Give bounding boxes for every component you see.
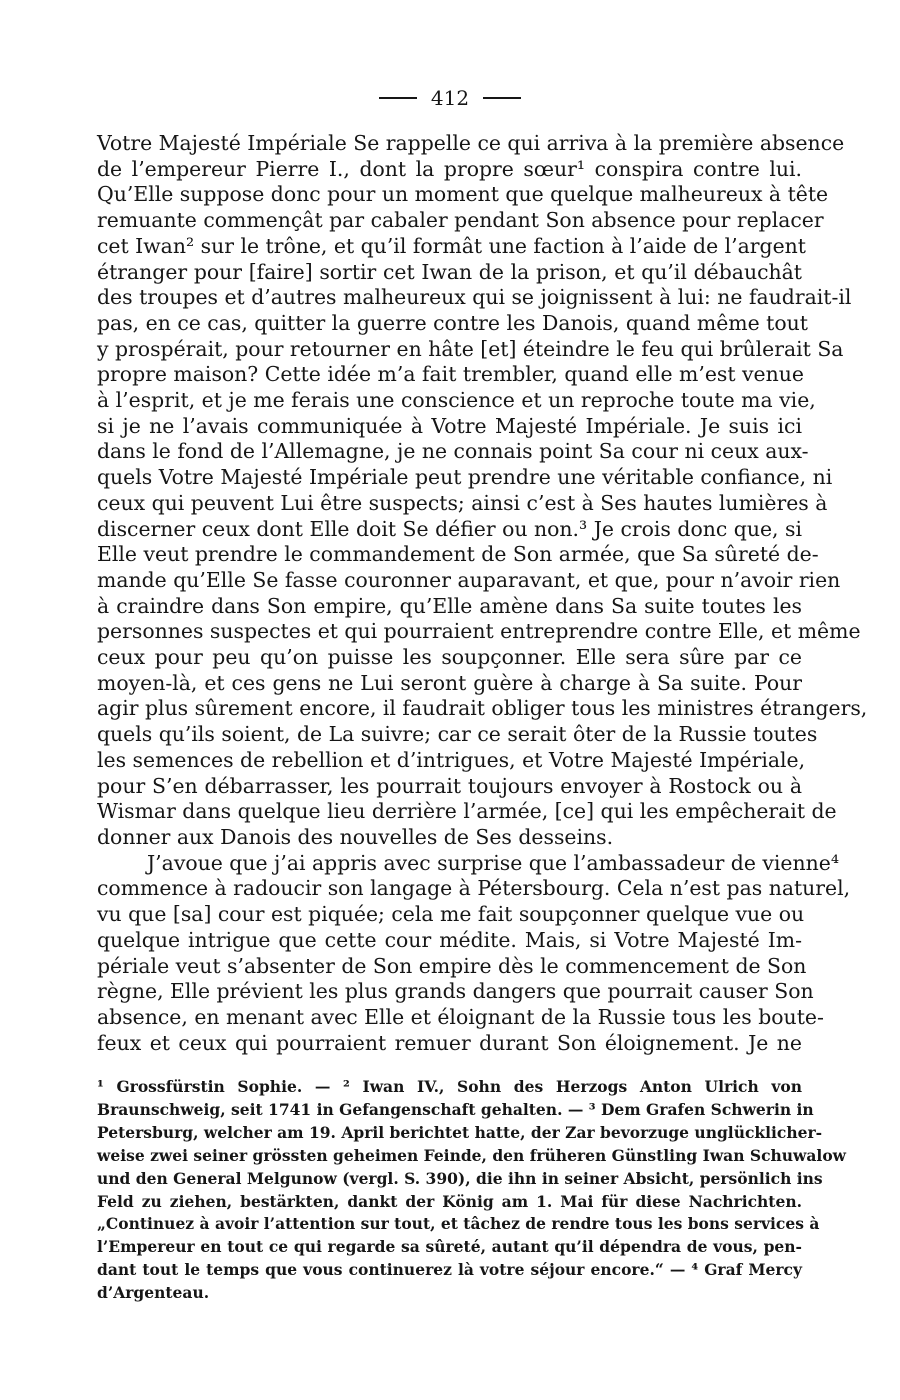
footnote-line: und den General Melgunow (vergl. S. 390), die ihn in seiner Absicht, persönlich ins: [97, 1168, 823, 1188]
text-line: étranger pour [faire] sortir cet Iwan de la prison, et qu’il débauchât: [97, 259, 802, 284]
text-line: à craindre dans Son empire, qu’Elle amène dans Sa suite toutes les: [97, 593, 802, 618]
text-line: moyen-là, et ces gens ne Lui seront guère à charge à Sa suite. Pour: [97, 670, 802, 695]
text-line: absence, en menant avec Elle et éloignant de la Russie tous les boute-: [97, 1004, 824, 1029]
text-line: règne, Elle prévient les plus grands dangers que pourrait causer Son: [97, 979, 814, 1004]
page-number: 412: [430, 86, 470, 110]
text-line: quels Votre Majesté Impériale peut prendre une véritable confiance, ni: [97, 465, 833, 490]
text-line: commence à radoucir son langage à Pétersbourg. Cela n’est pas naturel,: [97, 876, 851, 901]
text-line: des troupes et d’autres malheureux qui se joignissent à lui: ne faudrait-il: [97, 285, 852, 310]
text-line: personnes suspectes et qui pourraient entreprendre contre Elle, et même: [97, 619, 861, 644]
footnote-line: Braunschweig, seit 1741 in Gefangenschaft gehalten. — ³ Dem Grafen Schwerin in: [97, 1099, 814, 1119]
text-line: Elle veut prendre le commandement de Son armée, que Sa sûreté de-: [97, 542, 819, 567]
footnote-line: „Continuez à avoir l’attention sur tout, et tâchez de rendre tous les bons services à: [97, 1214, 820, 1234]
text-line: agir plus sûrement encore, il faudrait obliger tous les ministres étrangers,: [97, 696, 868, 721]
text-line: si je ne l’avais communiquée à Votre Majesté Impériale. Je suis ici: [97, 413, 802, 438]
text-line: Wismar dans quelque lieu derrière l’armée, [ce] qui les empêcherait de: [97, 799, 837, 824]
text-line: les semences de rebellion et d’intrigues, et Votre Majesté Impériale,: [97, 747, 806, 772]
text-line: ceux qui peuvent Lui être suspects; ainsi c’est à Ses hautes lumières à: [97, 490, 828, 515]
text-line: Votre Majesté Impériale Se rappelle ce qui arriva à la première absence: [97, 131, 845, 155]
text-line: ceux pour peu qu’on puisse les soupçonner. Elle sera sûre par ce: [97, 645, 802, 670]
text-line: de l’empereur Pierre I., dont la propre sœur¹ conspira contre lui.: [97, 156, 802, 181]
header-dash-right: [483, 97, 521, 99]
page-header: [0, 86, 900, 110]
text-line: J’avoue que j’ai appris avec surprise que l’ambassadeur de vienne⁴: [147, 850, 840, 875]
footnote-line: d’Argenteau.: [97, 1283, 210, 1303]
text-line: mande qu’Elle Se fasse couronner auparavant, et que, pour n’avoir rien: [97, 567, 841, 592]
footnote-line: Feld zu ziehen, bestärkten, dankt der König am 1. Mai für diese Nachrichten.: [97, 1191, 802, 1211]
text-line: quelque intrigue que cette cour médite. Mais, si Votre Majesté Im-: [97, 927, 802, 952]
header-dash-left: [379, 97, 417, 99]
text-line: feux et ceux qui pourraient remuer durant Son éloignement. Je ne: [97, 1030, 802, 1055]
text-line: vu que [sa] cour est piquée; cela me fait soupçonner quelque vue ou: [97, 902, 805, 927]
text-line: dans le fond de l’Allemagne, je ne connais point Sa cour ni ceux aux-: [97, 439, 809, 464]
footnote-line: l’Empereur en tout ce qui regarde sa sûreté, autant qu’il dépendra de vous, pen-: [97, 1237, 802, 1257]
text-line: pas, en ce cas, quitter la guerre contre les Danois, quand même tout: [97, 310, 808, 335]
main-text: [97, 131, 868, 1056]
text-line: pour S’en débarrasser, les pourrait toujours envoyer à Rostock ou à: [97, 773, 802, 798]
footnote-line: Petersburg, welcher am 19. April berichtet hatte, der Zar bevorzuge unglücklicher-: [97, 1122, 823, 1142]
text-line: à l’esprit, et je me ferais une conscience et un reproche toute ma vie,: [97, 388, 816, 413]
text-line: périale veut s’absenter de Son empire dès le commencement de Son: [97, 953, 807, 978]
footnotes: [97, 1076, 846, 1305]
text-line: y prospérait, pour retourner en hâte [et] éteindre le feu qui brûlerait Sa: [97, 336, 844, 361]
text-line: discerner ceux dont Elle doit Se défier ou non.³ Je crois donc que, si: [97, 516, 802, 541]
footnote-line: ¹ Grossfürstin Sophie. — ² Iwan IV., Sohn des Herzogs Anton Ulrich von: [97, 1077, 802, 1096]
paragraph-2: [97, 850, 851, 1057]
text-line: Qu’Elle suppose donc pour un moment que quelque malheureux à tête: [97, 182, 829, 207]
paragraph-1: [97, 131, 868, 851]
text-line: remuante commençât par cabaler pendant Son absence pour replacer: [97, 208, 824, 233]
text-line: donner aux Danois des nouvelles de Ses desseins.: [97, 824, 614, 849]
text-line: propre maison? Cette idée m’a fait trembler, quand elle m’est venue: [97, 362, 804, 387]
footnote-line: dant tout le temps que vous continuerez là votre séjour encore.“ — ⁴ Graf Mercy: [97, 1260, 802, 1280]
footnote-line: weise zwei seiner grössten geheimen Feinde, den früheren Günstling Iwan Schuwalow: [97, 1145, 846, 1165]
text-line: quels qu’ils soient, de La suivre; car ce serait ôter de la Russie toutes: [97, 722, 818, 747]
text-line: cet Iwan² sur le trône, et qu’il formât une faction à l’aide de l’argent: [97, 233, 806, 258]
